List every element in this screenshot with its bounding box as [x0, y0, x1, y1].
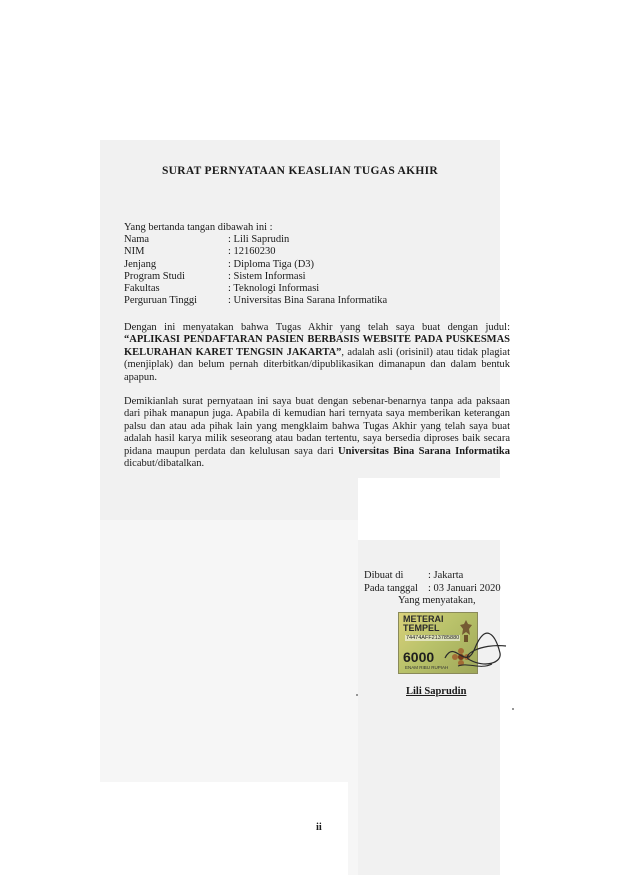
field-row — [124, 283, 387, 295]
field-label: Nama — [124, 234, 150, 246]
date-row — [364, 583, 501, 596]
paragraph-text: dicabut/dibatalkan. — [124, 458, 205, 470]
field-value: : Lili Saprudin — [228, 234, 290, 246]
field-row — [124, 246, 387, 258]
scan-speck — [356, 694, 358, 696]
paragraph-text: Demikianlah surat pernyataan ini saya buat dengan sebenar-benarnya tanpa ada paksaan dari pihak manapun juga. Apabila di kemudian hari ternyata saya memberikan keterangan palsu dan atau ada pihak lain yang mengklaim bahwa Tugas Akhir yang telah saya buat adalah hasil karya milik seseorang atau badan tertentu, saya bersedia diproses baik secara pidana maupun perdata dan kelulusan saya dari — [124, 396, 510, 457]
field-label: NIM — [124, 246, 145, 258]
scan-speck — [512, 708, 514, 710]
thesis-title: “APLIKASI PENDAFTARAN PASIEN BERBASIS WEBSITE PADA PUSKESMAS KELURAHAN KARET TENGSIN JAKARTA” — [124, 334, 510, 358]
statement-paragraph — [124, 322, 510, 384]
document-title: SURAT PERNYATAAN KEASLIAN TUGAS AKHIR — [161, 165, 439, 177]
scan-margin — [358, 478, 518, 540]
field-row — [124, 234, 387, 246]
stated-by: Yang menyatakan, — [398, 595, 476, 606]
place-row — [364, 570, 501, 583]
field-row — [124, 259, 387, 271]
field-row — [124, 271, 387, 283]
field-label: Program Studi — [124, 270, 185, 282]
field-row — [124, 295, 387, 307]
stamp-nominal: 6000 — [403, 649, 435, 665]
university-name: Universitas Bina Sarana Informatika — [338, 445, 510, 457]
paragraph-text: , adalah asli (orisinil) atau tidak plagiat (menjiplak) dan belum pernah diterbitkan/dipublikasikan dimanapun dan dalam bentuk apapun. — [124, 346, 510, 383]
intro-text: Yang bertanda tangan dibawah ini : — [124, 222, 273, 233]
signer-name: Lili Saprudin — [406, 686, 467, 697]
field-label: Jenjang — [124, 258, 157, 270]
field-value: : Universitas Bina Sarana Informatika — [228, 295, 388, 307]
scan-margin — [100, 782, 348, 877]
date-label: Pada tanggal — [364, 582, 418, 594]
signature-block — [364, 570, 501, 608]
place-value: : Jakarta — [428, 570, 464, 581]
stamp-serial: 74474AFF213785880 — [406, 635, 460, 641]
field-value: : Sistem Informasi — [228, 270, 306, 282]
stamp-header: METERAI TEMPEL — [403, 614, 444, 633]
field-value: : Diploma Tiga (D3) — [228, 258, 315, 270]
identity-block — [124, 222, 387, 307]
field-value: : Teknologi Informasi — [228, 283, 320, 295]
field-value: : 12160230 — [228, 246, 276, 258]
stamp-small-text: ENAM RIBU RUPIAH — [405, 665, 449, 670]
signature-scribble — [440, 628, 510, 678]
place-label: Dibuat di — [364, 570, 404, 581]
declaration-paragraph — [124, 396, 510, 470]
date-value: : 03 Januari 2020 — [428, 582, 501, 594]
field-label: Fakultas — [124, 283, 160, 295]
field-label: Perguruan Tinggi — [124, 295, 198, 307]
paragraph-text: Dengan ini menyatakan bahwa Tugas Akhir yang telah saya buat dengan judul: — [124, 322, 510, 333]
page-number: ii — [316, 822, 322, 833]
